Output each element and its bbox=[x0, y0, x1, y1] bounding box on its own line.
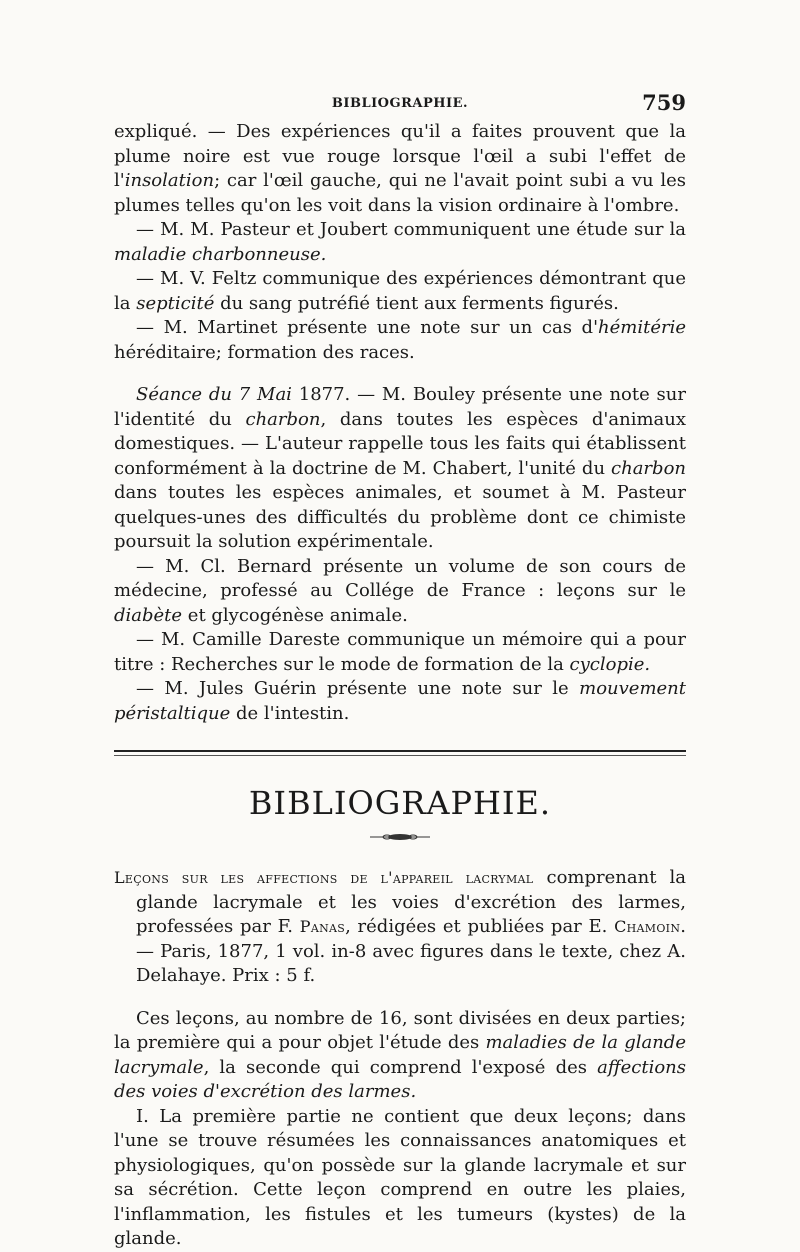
paragraph-seance-7-mai: Séance du 7 Mai 1877. — M. Bouley présente une note sur l'identité du charbon, dans toutes les espèces d'animaux domestiques. — L'auteur rappelle tous les faits qui établissent conformément à la doctrine de M. Chabert, l'unité du charbon dans toutes les espèces animales, et soumet à M. Pasteur quelques-unes des difficultés du problème dont ce chimiste poursuit la solution expérimentale. bbox=[114, 384, 686, 552]
page-number: 759 bbox=[642, 90, 686, 115]
running-head bbox=[114, 90, 686, 120]
ornament-icon bbox=[114, 828, 686, 844]
bibliographic-reference: Leçons sur les affections de l'appareil lacrymal comprenant la glande lacrymale et les voies d'excrétion des larmes, professées par F. Panas, rédigées et publiées par E. Chamoin. — Paris, 1877, 1 vol. in-8 avec figures dans le texte, chez A. Delahaye. Prix : 5 f. bbox=[114, 867, 686, 986]
paragraph-guerin: — M. Jules Guérin présente une note sur le mouvement péristaltique de l'intestin. bbox=[114, 678, 686, 724]
section-title: BIBLIOGRAPHIE. bbox=[248, 784, 552, 822]
paragraph-lecons: Ces leçons, au nombre de 16, sont divisées en deux parties; la première qui a pour objet l'étude des maladies de la glande lacrymale, la seconde qui comprend l'exposé des affections des voies d'excrétion des larmes. bbox=[114, 1007, 686, 1102]
paragraph-pasteur-joubert: — M. M. Pasteur et Joubert communiquent une étude sur la maladie charbonneuse. bbox=[114, 219, 686, 265]
running-head-title: BIBLIOGRAPHIE. bbox=[331, 96, 469, 111]
paragraph-dareste: — M. Camille Dareste communique un mémoire qui a pour titre : Recherches sur le mode de formation de la cyclopie. bbox=[114, 629, 686, 675]
paragraph-premiere-partie: I. La première partie ne contient que deux leçons; dans l'une se trouve résumées les connaissances anatomiques et physiologiques, qu'on possède sur la glande lacrymale et sur sa sécrétion. Cette leçon comprend en outre les plaies, l'inflammation, les fistules et les tumeurs (kystes) de la glande. bbox=[114, 1105, 686, 1249]
section-divider bbox=[114, 750, 686, 756]
paragraph-feltz: — M. V. Feltz communique des expériences démontrant que la septicité du sang putréfié tient aux ferments figurés. bbox=[114, 268, 686, 314]
book-page bbox=[114, 90, 686, 1252]
paragraph-bernard: — M. Cl. Bernard présente un volume de son cours de médecine, professé au Collége de France : leçons sur le diabète et glycogénèse animale. bbox=[114, 555, 686, 626]
paragraph-martinet: — M. Martinet présente une note sur un cas d'hémitérie héréditaire; formation des races. bbox=[114, 317, 686, 363]
paragraph-insolation: expliqué. — Des expériences qu'il a faites prouvent que la plume noire est vue rouge lorsque l'œil a subi l'effet de l'insolation; car l'œil gauche, qui ne l'avait point subi a vu les plumes telles qu'on les voit dans la vision ordinaire à l'ombre. bbox=[114, 121, 686, 216]
